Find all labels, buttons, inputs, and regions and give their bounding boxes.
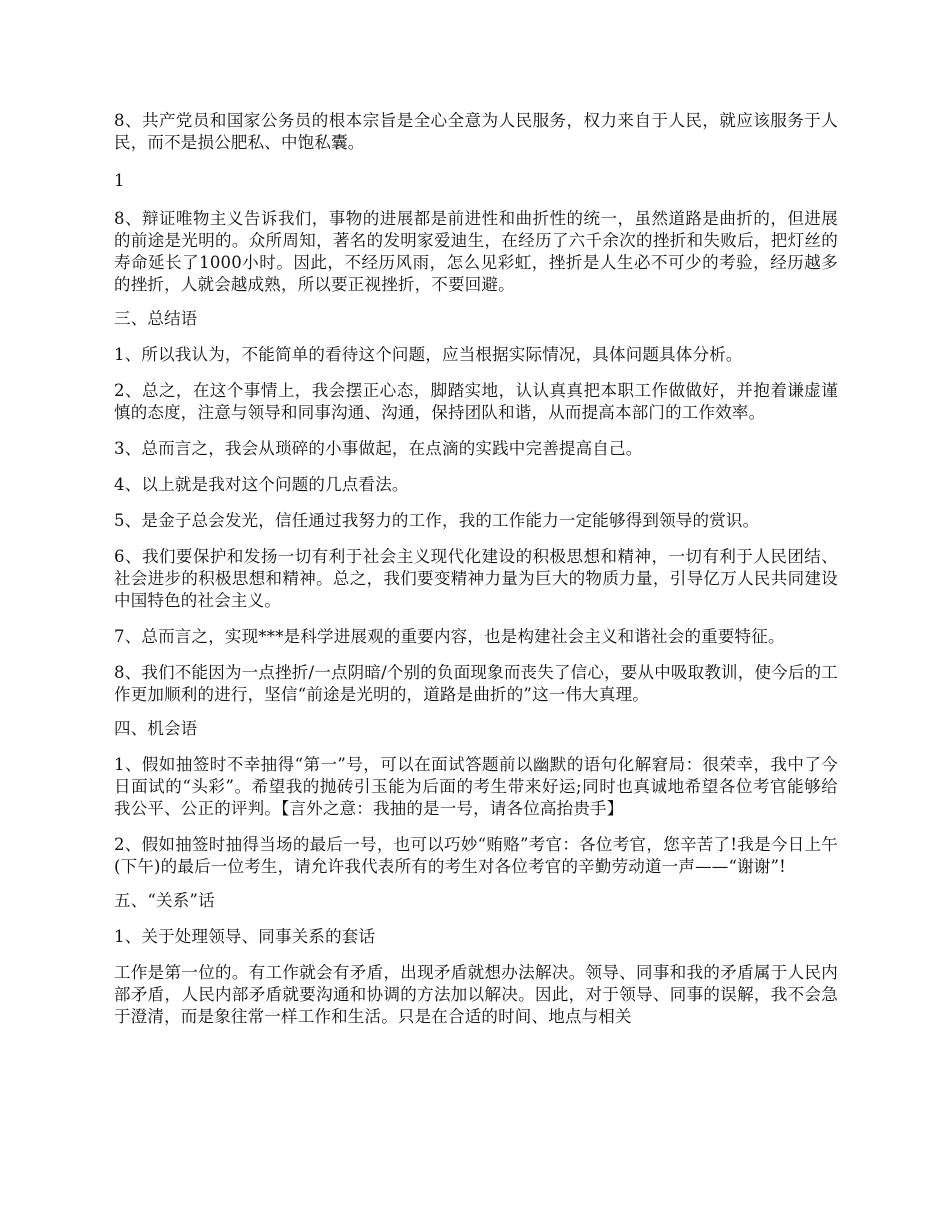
paragraph-opportunity-2: 2、假如抽签时抽得当场的最后一号，也可以巧妙“贿赂”考官：各位考官，您辛苦了!我是今日上午(下午)的最后一位考生，请允许我代表所有的考生对各位考官的辛勤劳动道一声——“谢谢”!: [114, 835, 838, 876]
paragraph-opportunity-1: 1、假如抽签时不幸抽得“第一”号，可以在面试答题前以幽默的语句化解窘局：很荣幸，我中了今日面试的“头彩”。希望我的抛砖引玉能为后面的考生带来好运;同时也真诚地希望各位考官能够给我公平、公正的评判。【言外之意：我抽的是一号，请各位高抬贵手】: [114, 755, 838, 818]
section-heading-conclusion: 三、总结语: [114, 309, 198, 328]
subheading-leader-colleague: 1、关于处理领导、同事关系的套话: [114, 927, 376, 946]
paragraph-conclusion-7: 7、总而言之，实现***是科学进展观的重要内容，也是构建社会主义和谐社会的重要特征。: [114, 627, 785, 646]
paragraph-principle-serve-people: 8、共产党员和国家公务员的根本宗旨是全心全意为人民服务，权力来自于人民，就应该服务于人民，而不是损公肥私、中饱私囊。: [114, 111, 838, 152]
paragraph-dialectical-materialism: 8、辩证唯物主义告诉我们，事物的进展都是前进性和曲折性的统一，虽然道路是曲折的，但进展的前途是光明的。众所周知，著名的发明家爱迪生，在经历了六千余次的挫折和失败后，把灯丝的寿命延长了1000小时。因此，不经历风雨，怎么见彩虹，挫折是人生必不可少的考验，经历越多的挫折，人就会越成熟，所以要正视挫折，不要回避。: [114, 209, 838, 294]
paragraph-conclusion-5: 5、是金子总会发光，信任通过我努力的工作，我的工作能力一定能够得到领导的赏识。: [114, 511, 760, 530]
paragraph-work-first: 工作是第一位的。有工作就会有矛盾，出现矛盾就想办法解决。领导、同事和我的矛盾属于人民内部矛盾，人民内部矛盾就要沟通和协调的方法加以解决。因此，对于领导、同事的误解，我不会急于澄清，而是象往常一样工作和生活。只是在合适的时间、地点与相关: [114, 963, 838, 1026]
paragraph-conclusion-8: 8、我们不能因为一点挫折/一点阴暗/个别的负面现象而丧失了信心，要从中吸取教训，使今后的工作更加顺利的进行，坚信“前途是光明的，道路是曲折的”这一伟大真理。: [114, 663, 838, 704]
page-number: 1: [114, 171, 125, 190]
paragraph-conclusion-6: 6、我们要保护和发扬一切有利于社会主义现代化建设的积极思想和精神，一切有利于人民团结、社会进步的积极思想和精神。总之，我们要变精神力量为巨大的物质力量，引导亿万人民共同建设中国特色的社会主义。: [114, 547, 838, 610]
section-heading-opportunity: 四、机会语: [114, 719, 198, 738]
paragraph-conclusion-2: 2、总之，在这个事情上，我会摆正心态，脚踏实地，认认真真把本职工作做做好，并抱着谦虚谨慎的态度，注意与领导和同事沟通、沟通，保持团队和谐，从而提高本部门的工作效率。: [114, 381, 838, 422]
section-heading-relationship: 五、“关系”话: [114, 891, 215, 910]
document-body: [114, 110, 838, 1028]
paragraph-conclusion-4: 4、以上就是我对这个问题的几点看法。: [114, 475, 409, 494]
paragraph-conclusion-3: 3、总而言之，我会从琐碎的小事做起，在点滴的实践中完善提高自己。: [114, 439, 643, 458]
paragraph-conclusion-1: 1、所以我认为，不能简单的看待这个问题，应当根据实际情况，具体问题具体分析。: [114, 345, 743, 364]
